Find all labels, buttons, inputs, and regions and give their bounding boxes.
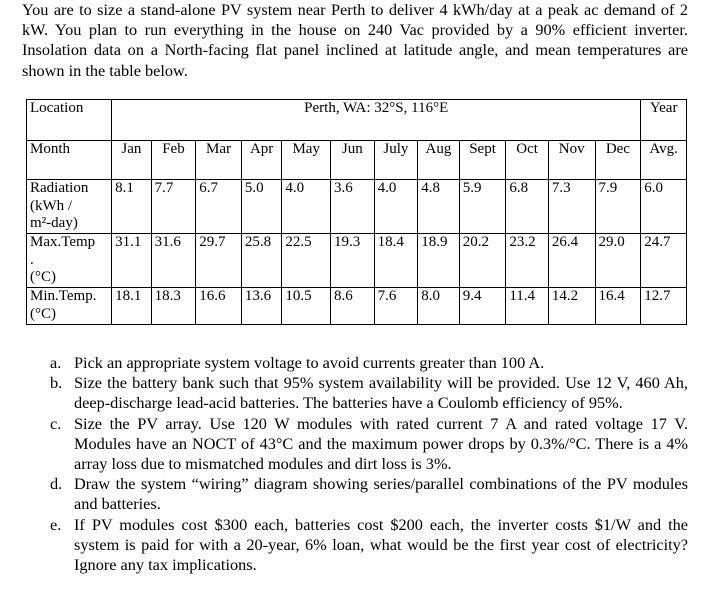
min-temp-value: 8.0 [418, 288, 460, 325]
radiation-avg: 6.0 [641, 180, 687, 234]
month-label: Month [27, 141, 112, 180]
month-header: May [282, 141, 331, 180]
task-text: Pick an appropriate system voltage to avoid currents greater than 100 A. [74, 353, 545, 372]
min-temp-value: 18.1 [112, 288, 152, 325]
month-header: Apr [241, 141, 282, 180]
task-marker: e. [50, 514, 62, 534]
month-header: Nov [548, 141, 595, 180]
location-label: Location [27, 100, 112, 141]
min-temp-avg: 12.7 [641, 288, 687, 325]
task-item [50, 413, 688, 475]
insolation-temperature-table [26, 99, 687, 325]
task-marker: a. [50, 353, 62, 372]
min-temp-value: 16.4 [595, 288, 641, 325]
min-temp-value: 10.5 [282, 288, 331, 325]
max-temp-value: 22.5 [282, 234, 331, 288]
month-header: Mar [196, 141, 242, 180]
radiation-value: 5.0 [241, 180, 282, 234]
max-temp-value: 31.6 [151, 234, 196, 288]
month-header: Sept [459, 141, 506, 180]
location-value: Perth, WA: 32°S, 116°E [112, 100, 641, 141]
radiation-value: 4.0 [282, 180, 331, 234]
task-marker: c. [50, 413, 62, 433]
problem-statement: You are to size a stand-alone PV system near Perth to deliver 4 kWh/day at a peak ac demand of 2 kW. You plan to run everything in the house on 240 Vac provided by a 90% efficient inverter. Insolation data on a North-facing flat panel inclined at latitude angle, and mean temperatures are shown in the table below. [22, 0, 688, 80]
min-temp-value: 7.6 [374, 288, 418, 325]
month-header-row [27, 141, 687, 180]
min-temp-label: Min.Temp. (°C) [27, 288, 112, 325]
task-list [50, 353, 688, 575]
radiation-value: 8.1 [112, 180, 152, 234]
radiation-value: 6.8 [506, 180, 549, 234]
max-temp-value: 19.3 [331, 234, 375, 288]
radiation-label: Radiation (kWh / m²-day) [27, 180, 112, 234]
min-temp-value: 18.3 [151, 288, 196, 325]
task-text: If PV modules cost $300 each, batteries cost $200 each, the inverter costs $1/W and the system is paid for with a 20-year, 6% loan, what would be the first year cost of electricity? Ignore any tax implications. [74, 514, 688, 575]
min-temp-row [27, 288, 687, 325]
min-temp-value: 13.6 [241, 288, 282, 325]
task-marker: b. [50, 373, 63, 393]
task-item [50, 373, 688, 413]
max-temp-value: 20.2 [459, 234, 506, 288]
month-header: Jan [112, 141, 152, 180]
task-item [50, 353, 688, 373]
max-temp-value: 29.7 [196, 234, 242, 288]
min-temp-value: 9.4 [459, 288, 506, 325]
task-text: Draw the system “wiring” diagram showing series/parallel combinations of the PV modules and batteries. [74, 474, 688, 514]
year-label: Year [641, 100, 687, 141]
month-header: July [374, 141, 418, 180]
max-temp-value: 23.2 [506, 234, 549, 288]
max-temp-value: 18.9 [418, 234, 460, 288]
min-temp-value: 16.6 [196, 288, 242, 325]
radiation-row [27, 180, 687, 234]
location-row [27, 100, 687, 141]
avg-header: Avg. [641, 141, 687, 180]
radiation-value: 7.7 [151, 180, 196, 234]
task-item [50, 474, 688, 514]
radiation-value: 5.9 [459, 180, 506, 234]
radiation-value: 7.9 [595, 180, 641, 234]
max-temp-value: 26.4 [548, 234, 595, 288]
min-temp-value: 14.2 [548, 288, 595, 325]
max-temp-avg: 24.7 [641, 234, 687, 288]
max-temp-value: 31.1 [112, 234, 152, 288]
max-temp-value: 25.8 [241, 234, 282, 288]
radiation-value: 7.3 [548, 180, 595, 234]
max-temp-value: 29.0 [595, 234, 641, 288]
radiation-value: 4.0 [374, 180, 418, 234]
task-marker: d. [50, 474, 63, 494]
radiation-value: 3.6 [331, 180, 375, 234]
max-temp-row [27, 234, 687, 288]
month-header: Oct [506, 141, 549, 180]
month-header: Dec [595, 141, 641, 180]
max-temp-label: Max.Temp . (°C) [27, 234, 112, 288]
task-text: Size the PV array. Use 120 W modules with rated current 7 A and rated voltage 17 V. Modules have an NOCT of 43°C and the maximum power drops by 0.3%/°C. There is a 4% array loss due to mismatched modules and dirt loss is 3%. [74, 413, 688, 474]
task-text: Size the battery bank such that 95% system availability will be provided. Use 12 V, 460 Ah, deep-discharge lead-acid batteries. The batteries have a Coulomb efficiency of 95%. [74, 373, 688, 413]
max-temp-value: 18.4 [374, 234, 418, 288]
min-temp-value: 8.6 [331, 288, 375, 325]
month-header: Feb [151, 141, 196, 180]
radiation-value: 4.8 [418, 180, 460, 234]
task-item [50, 514, 688, 576]
min-temp-value: 11.4 [506, 288, 549, 325]
month-header: Jun [331, 141, 375, 180]
month-header: Aug [418, 141, 460, 180]
radiation-value: 6.7 [196, 180, 242, 234]
